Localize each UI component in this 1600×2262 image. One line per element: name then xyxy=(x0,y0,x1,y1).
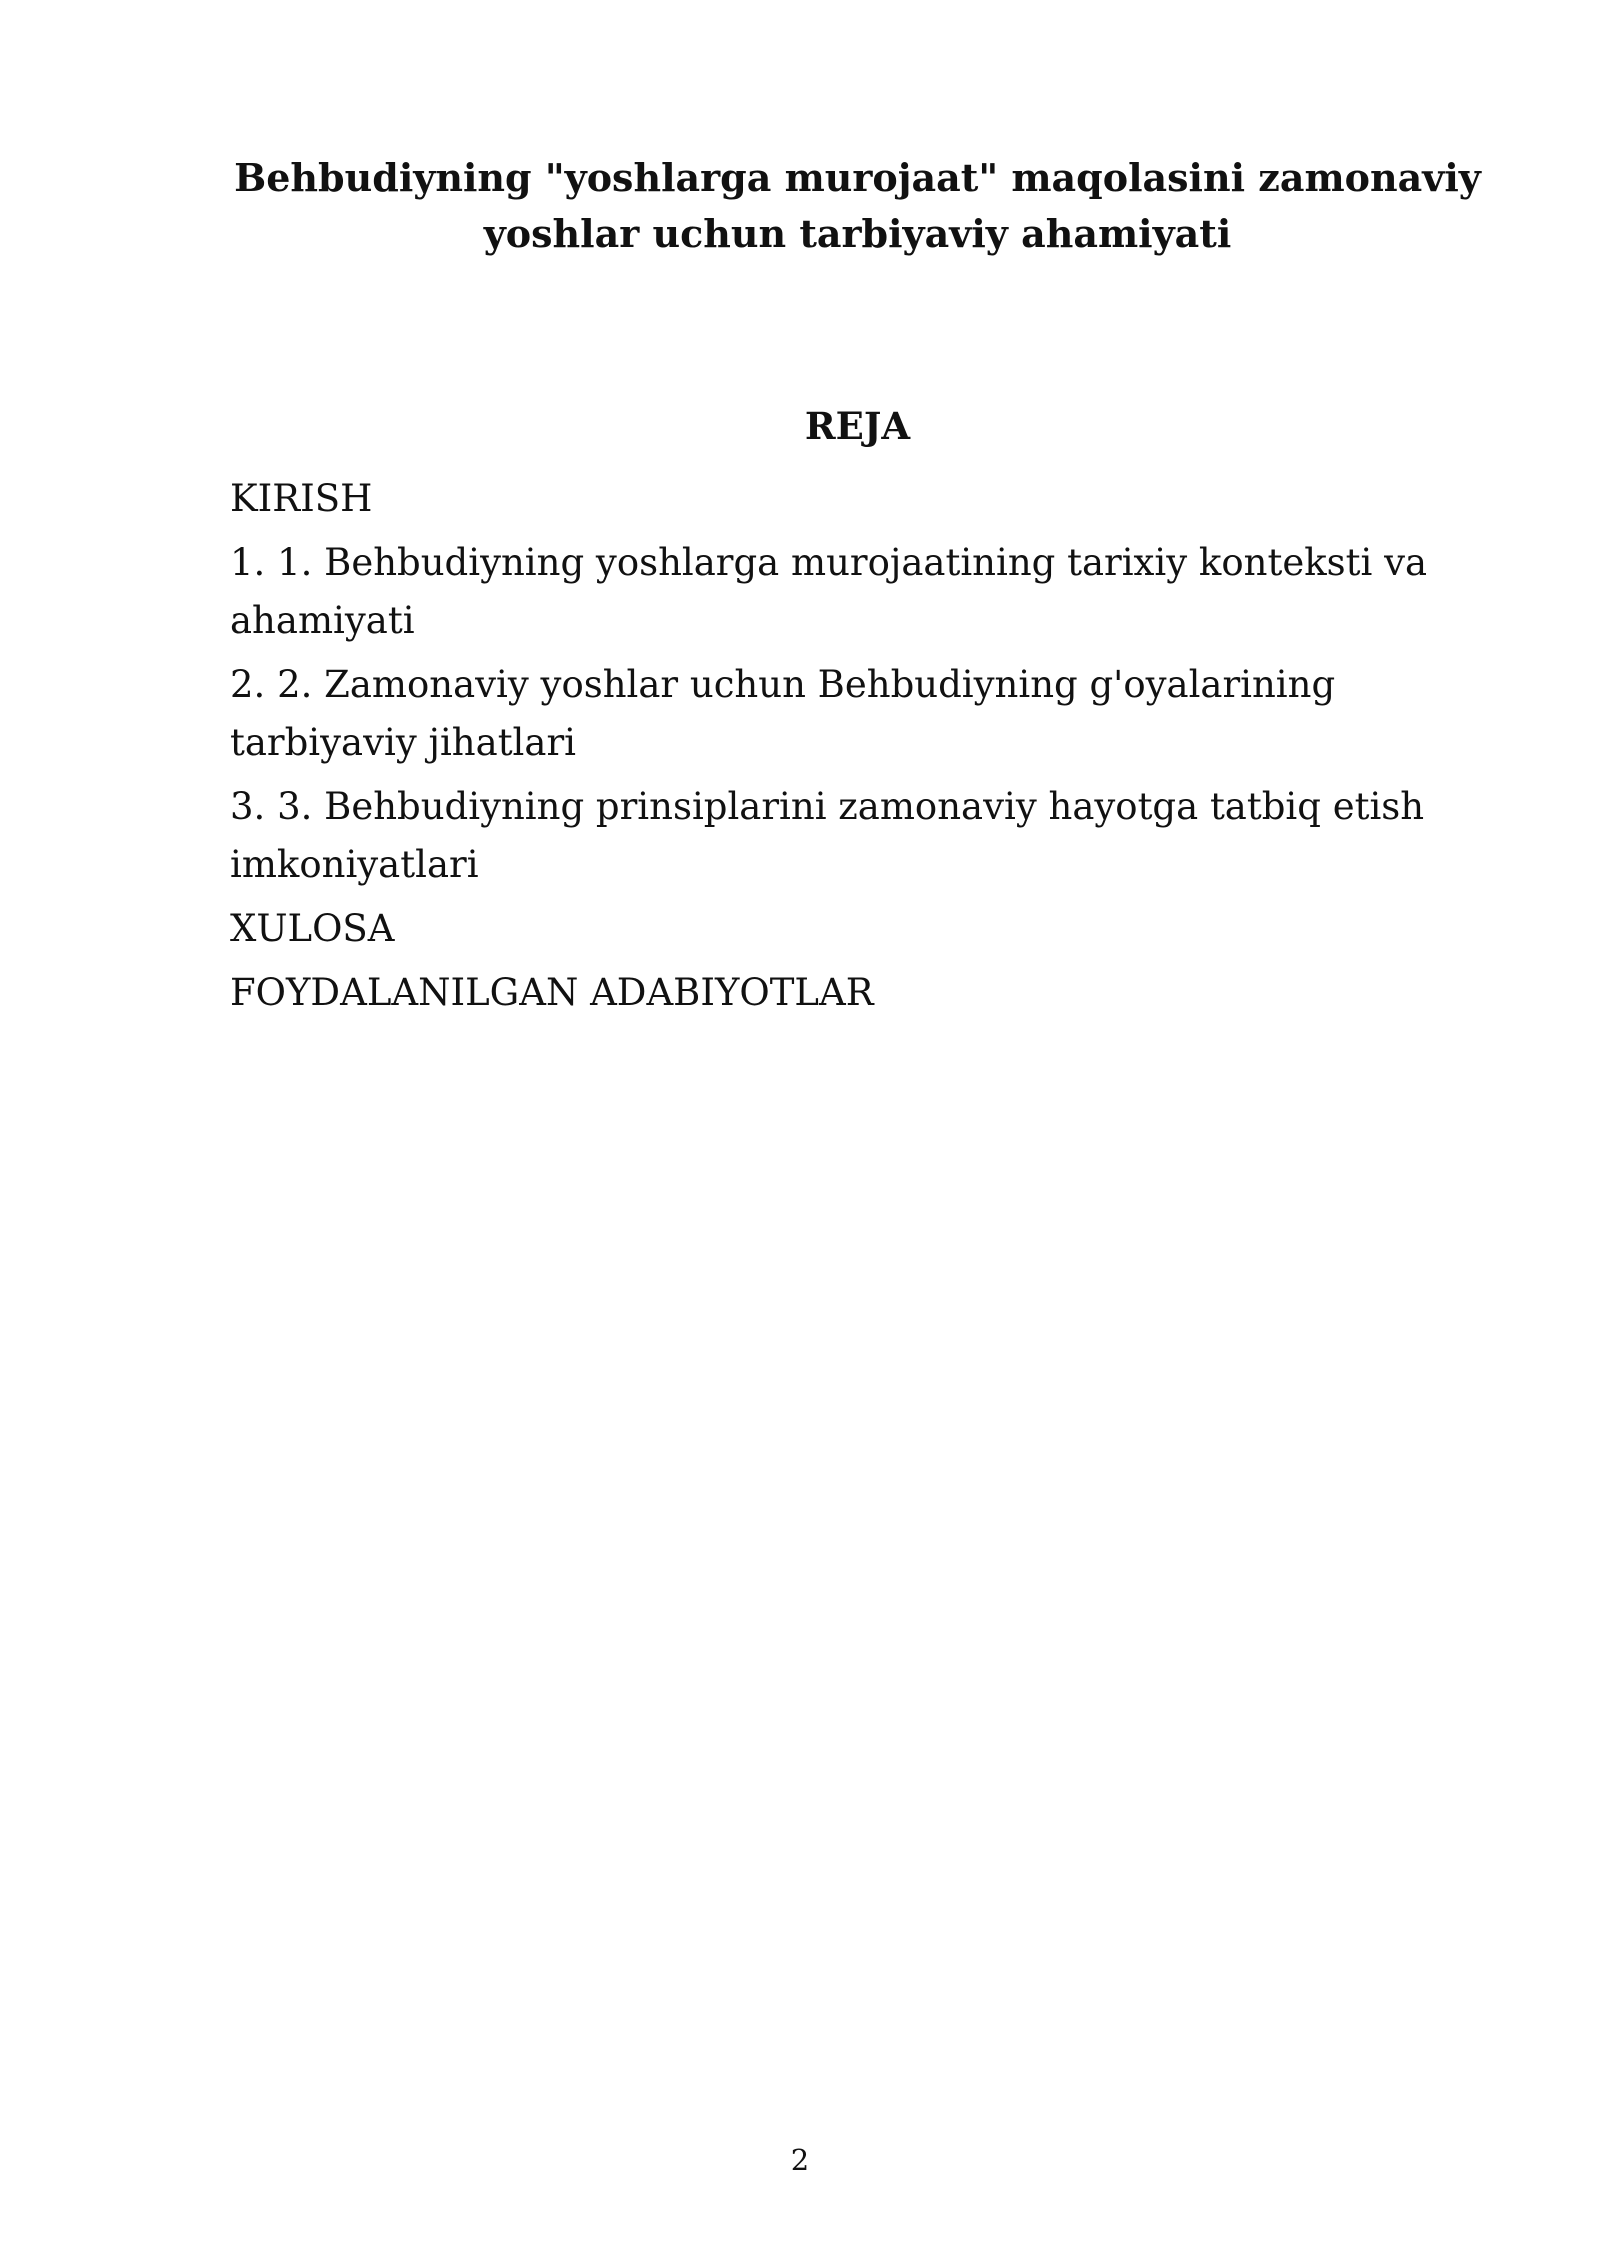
toc-item-references: FOYDALANILGAN ADABIYOTLAR xyxy=(230,971,874,1014)
table-of-contents xyxy=(230,470,1510,1028)
title-line-2: yoshlar uchun tarbiyaviy ahamiyati xyxy=(483,211,1232,256)
title-line-1: Behbudiyning "yoshlarga murojaat" maqolasini zamonaviy xyxy=(234,155,1481,200)
plan-heading: REJA xyxy=(804,404,911,448)
toc-item-conclusion: XULOSA xyxy=(230,907,395,950)
toc-item-2: 2. 2. Zamonaviy yoshlar uchun Behbudiyning g'oyalarining tarbiyaviy jihatlari xyxy=(230,663,1336,764)
toc-item-1: 1. 1. Behbudiyning yoshlarga murojaatining tarixiy konteksti va ahamiyati xyxy=(230,541,1428,642)
toc-item-3: 3. 3. Behbudiyning prinsiplarini zamonaviy hayotga tatbiq etish imkoniyatlari xyxy=(230,785,1425,886)
toc-item-intro: KIRISH xyxy=(230,477,373,520)
document-title xyxy=(230,150,1485,262)
page-number: 2 xyxy=(790,2143,810,2177)
